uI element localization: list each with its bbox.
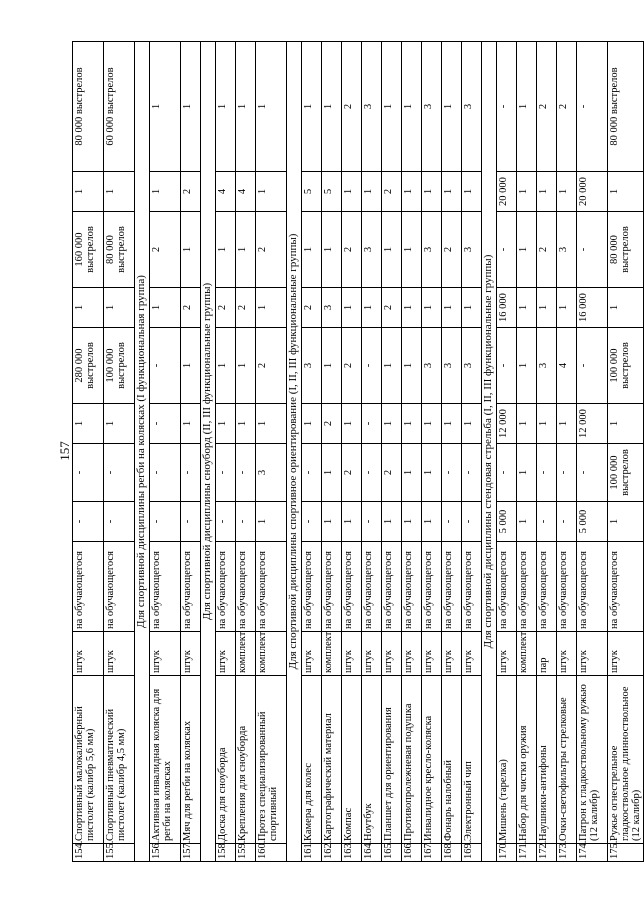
quantity-cell: 1 [181,404,201,444]
service-life-cell: 3 [302,328,322,404]
quantity-cell: 1 [402,172,422,212]
unit-of-measure: комплект [236,632,256,676]
section-header-row [201,42,216,862]
quantity-cell: 1 [422,404,442,444]
quantity-cell: 1 [104,404,135,444]
equipment-name: Очки-светофильтры стрелковые [557,676,577,844]
service-life-cell: 2 [256,212,287,288]
equipment-name: Мяч для регби на колясках [181,676,201,844]
quantity-cell: 1 [537,404,557,444]
quantity-cell: 1 [608,288,644,328]
table-row [236,42,256,862]
row-number: 154. [73,844,104,862]
quantity-cell: 2 [382,172,402,212]
service-life-cell: 100 000 выстрелов [104,328,135,404]
quantity-cell: - [150,404,181,444]
calculation-unit: на обучающегося [497,542,517,632]
quantity-cell: 2 [216,288,236,328]
service-life-cell: 1 [517,212,537,288]
service-life-cell: - [577,328,608,404]
service-life-cell: 3 [537,328,557,404]
calculation-unit: на обучающегося [577,542,608,632]
quantity-cell: 1 [608,404,644,444]
service-life-cell: 1 [302,212,322,288]
quantity-cell: 1 [608,172,644,212]
service-life-cell: - [577,42,608,172]
row-number: 156. [150,844,181,862]
service-life-cell: - [73,444,104,502]
quantity-cell: 1 [608,502,644,542]
equipment-name: Спортивный пневматический пистолет (калибр 4,5 мм) [104,676,135,844]
calculation-unit: на обучающегося [104,542,135,632]
service-life-cell: 1 [216,212,236,288]
quantity-cell: 20 000 [497,172,517,212]
quantity-cell: 1 [342,404,362,444]
service-life-cell: 1 [256,42,287,172]
quantity-cell: 1 [342,172,362,212]
row-number: 160. [256,844,287,862]
service-life-cell: - [216,444,236,502]
service-life-cell: 2 [342,42,362,172]
quantity-cell: 2 [181,172,201,212]
quantity-cell: 20 000 [577,172,608,212]
quantity-cell: 1 [517,288,537,328]
calculation-unit: на обучающегося [462,542,482,632]
unit-of-measure: штук [382,632,402,676]
service-life-cell: 1 [442,42,462,172]
quantity-cell: 1 [462,288,482,328]
quantity-cell: 1 [462,404,482,444]
quantity-cell: 1 [382,404,402,444]
table-row [442,42,462,862]
quantity-cell: 1 [462,172,482,212]
unit-of-measure: штук [104,632,135,676]
section-header: Для спортивной дисциплины регби на колясках (I функциональная группа) [135,42,150,862]
service-life-cell: 80 000 выстрелов [73,42,104,172]
unit-of-measure: штук [497,632,517,676]
quantity-cell: 1 [422,502,442,542]
row-number: 164. [362,844,382,862]
quantity-cell: 1 [517,502,537,542]
service-life-cell: 2 [382,444,402,502]
quantity-cell: 1 [256,288,287,328]
calculation-unit: на обучающегося [181,542,201,632]
calculation-unit: на обучающегося [362,542,382,632]
quantity-cell: 1 [517,172,537,212]
row-number: 159. [236,844,256,862]
service-life-cell: 100 000 выстрелов [608,444,644,502]
service-life-cell: 1 [422,444,442,502]
table-row [256,42,287,862]
service-life-cell: 1 [302,42,322,172]
quantity-cell: 1 [517,404,537,444]
service-life-cell: - [497,42,517,172]
service-life-cell: 1 [517,42,537,172]
calculation-unit: на обучающегося [322,542,342,632]
service-life-cell: 1 [236,212,256,288]
service-life-cell: 2 [150,212,181,288]
quantity-cell: 5 [322,172,342,212]
unit-of-measure: штук [362,632,382,676]
service-life-cell: 1 [181,212,201,288]
quantity-cell: 1 [442,172,462,212]
row-number: 168. [442,844,462,862]
row-number: 171. [517,844,537,862]
row-number: 165. [382,844,402,862]
quantity-cell: 4 [236,172,256,212]
unit-of-measure: штук [302,632,322,676]
service-life-cell: - [150,444,181,502]
service-life-cell: 1 [150,42,181,172]
service-life-cell: 1 [236,42,256,172]
equipment-table-body [73,42,644,862]
quantity-cell: 1 [104,288,135,328]
calculation-unit: на обучающегося [73,542,104,632]
service-life-cell: 1 [402,328,422,404]
service-life-cell: 3 [462,42,482,172]
quantity-cell: - [236,502,256,542]
calculation-unit: на обучающегося [537,542,557,632]
unit-of-measure: штук [402,632,422,676]
quantity-cell: 2 [322,404,342,444]
calculation-unit: на обучающегося [382,542,402,632]
quantity-cell: 1 [402,404,422,444]
service-life-cell: 3 [256,444,287,502]
service-life-cell: 3 [462,328,482,404]
quantity-cell: 3 [322,288,342,328]
service-life-cell: 1 [181,328,201,404]
row-number: 167. [422,844,442,862]
table-row [342,42,362,862]
service-life-cell: 3 [422,212,442,288]
quantity-cell: 1 [422,288,442,328]
service-life-cell: - [497,212,517,288]
calculation-unit: на обучающегося [402,542,422,632]
quantity-cell: 1 [236,404,256,444]
unit-of-measure: штук [422,632,442,676]
service-life-cell: - [497,328,517,404]
section-header-row [482,42,497,862]
quantity-cell: - [150,502,181,542]
section-header: Для спортивной дисциплины спортивное ориентирование (I, II, III функциональные группы) [287,42,302,862]
quantity-cell: 1 [150,288,181,328]
service-life-cell: - [362,328,382,404]
row-number: 172. [537,844,557,862]
calculation-unit: на обучающегося [557,542,577,632]
service-life-cell: 1 [322,212,342,288]
table-row [302,42,322,862]
table-row [402,42,422,862]
service-life-cell: 2 [537,42,557,172]
service-life-cell: - [181,444,201,502]
quantity-cell: 1 [302,404,322,444]
service-life-cell: - [362,444,382,502]
calculation-unit: на обучающегося [302,542,322,632]
service-life-cell: 3 [362,212,382,288]
quantity-cell: - [104,502,135,542]
table-row [150,42,181,862]
unit-of-measure: пар [537,632,557,676]
quantity-cell: 5 [302,172,322,212]
service-life-cell: 1 [402,444,422,502]
page-number: 157 [57,441,72,461]
unit-of-measure: штук [181,632,201,676]
quantity-cell: 1 [342,502,362,542]
equipment-name: Крепления для сноуборда [236,676,256,844]
service-life-cell: 2 [442,212,462,288]
table-row [497,42,517,862]
quantity-cell: - [557,502,577,542]
section-header-row [135,42,150,862]
service-life-cell: 2 [342,212,362,288]
equipment-name: Спортивный малокалиберный пистолет (калибр 5,6 мм) [73,676,104,844]
table-row [422,42,442,862]
quantity-cell: 1 [422,172,442,212]
equipment-name: Компас [342,676,362,844]
quantity-cell: 1 [150,172,181,212]
service-life-cell: 1 [382,328,402,404]
equipment-name: Мишень (тарелка) [497,676,517,844]
quantity-cell: 1 [256,404,287,444]
unit-of-measure: комплект [517,632,537,676]
calculation-unit: на обучающегося [236,542,256,632]
quantity-cell: 5 000 [577,502,608,542]
quantity-cell: 12 000 [497,404,517,444]
equipment-name: Набор для чистки оружия [517,676,537,844]
service-life-cell: 1 [181,42,201,172]
row-number: 174. [577,844,608,862]
unit-of-measure: штук [73,632,104,676]
row-number: 155. [104,844,135,862]
quantity-cell: - [73,502,104,542]
equipment-name: Камера для колес [302,676,322,844]
row-number: 170. [497,844,517,862]
row-number: 173. [557,844,577,862]
quantity-cell: 1 [73,288,104,328]
unit-of-measure: штук [608,632,644,676]
service-life-cell: 1 [322,444,342,502]
service-life-cell: 2 [537,212,557,288]
service-life-cell: - [462,444,482,502]
service-life-cell: - [577,212,608,288]
calculation-unit: на обучающегося [442,542,462,632]
service-life-cell: 4 [557,328,577,404]
quantity-cell: 1 [557,288,577,328]
row-number: 166. [402,844,422,862]
calculation-unit: на обучающегося [342,542,362,632]
row-number: 158. [216,844,236,862]
calculation-unit: на обучающегося [216,542,236,632]
quantity-cell: 1 [256,172,287,212]
service-life-cell: - [537,444,557,502]
equipment-name: Инвалидное кресло-коляска [422,676,442,844]
quantity-cell: 1 [73,172,104,212]
service-life-cell: 1 [402,42,422,172]
table-row [608,42,644,862]
row-number: 162. [322,844,342,862]
quantity-cell: 1 [537,172,557,212]
quantity-cell: 1 [537,288,557,328]
service-life-cell: - [577,444,608,502]
unit-of-measure: штук [462,632,482,676]
unit-of-measure: комплект [322,632,342,676]
quantity-cell: 2 [236,288,256,328]
quantity-cell: 1 [442,404,462,444]
equipment-name: Электронный чип [462,676,482,844]
quantity-cell: 1 [73,404,104,444]
unit-of-measure: штук [150,632,181,676]
service-life-cell: 3 [422,328,442,404]
quantity-cell: 1 [362,172,382,212]
row-number: 163. [342,844,362,862]
quantity-cell: 5 000 [497,502,517,542]
service-life-cell: - [442,444,462,502]
equipment-name: Планшет для ориентирования [382,676,402,844]
unit-of-measure: штук [557,632,577,676]
quantity-cell: - [181,502,201,542]
service-life-cell: 1 [517,444,537,502]
quantity-cell: 16 000 [577,288,608,328]
calculation-unit: на обучающегося [256,542,287,632]
quantity-cell: - [216,502,236,542]
table-row [557,42,577,862]
unit-of-measure: штук [342,632,362,676]
unit-of-measure: штук [577,632,608,676]
quantity-cell: 2 [181,288,201,328]
equipment-name: Протез специализированный спортивный [256,676,287,844]
service-life-cell: 160 000 выстрелов [73,212,104,288]
service-life-cell: 2 [342,328,362,404]
section-header: Для спортивной дисциплины сноуборд (II, III функциональные группы) [201,42,216,862]
quantity-cell: 1 [402,502,422,542]
table-row [382,42,402,862]
quantity-cell: 2 [382,288,402,328]
service-life-cell: 60 000 выстрелов [104,42,135,172]
row-number: 169. [462,844,482,862]
table-row [577,42,608,862]
unit-of-measure: комплект [256,632,287,676]
table-row [517,42,537,862]
quantity-cell: 1 [342,288,362,328]
equipment-name: Патрон к гладкоствольному ружью (12 калибр) [577,676,608,844]
calculation-unit: на обучающегося [422,542,442,632]
quantity-cell: 2 [302,288,322,328]
quantity-cell: 12 000 [577,404,608,444]
service-life-cell: 2 [342,444,362,502]
quantity-cell: - [537,502,557,542]
quantity-cell: 1 [402,288,422,328]
service-life-cell: 1 [382,212,402,288]
quantity-cell: - [362,502,382,542]
equipment-name: Доска для сноуборда [216,676,236,844]
service-life-cell: 80 000 выстрелов [608,42,644,172]
equipment-name: Наушники-антифоны [537,676,557,844]
table-row [362,42,382,862]
table-row [181,42,201,862]
equipment-name: Фонарь налобный [442,676,462,844]
unit-of-measure: штук [216,632,236,676]
service-life-cell: 1 [517,328,537,404]
quantity-cell: 4 [216,172,236,212]
equipment-name: Противопролежневая подушка [402,676,422,844]
row-number: 157. [181,844,201,862]
quantity-cell: 16 000 [497,288,517,328]
quantity-cell: 1 [256,502,287,542]
service-life-cell: 2 [557,42,577,172]
equipment-name: Картографический материал [322,676,342,844]
quantity-cell: 1 [104,172,135,212]
calculation-unit: на обучающегося [150,542,181,632]
table-row [104,42,135,862]
quantity-cell: 1 [216,404,236,444]
service-life-cell: - [302,444,322,502]
quantity-cell: - [362,404,382,444]
service-life-cell: 1 [402,212,422,288]
calculation-unit: на обучающегося [517,542,537,632]
row-number: 161. [302,844,322,862]
section-header-row [287,42,302,862]
equipment-name: Активная инвалидная коляска для регби на колясках [150,676,181,844]
service-life-cell: 100 000 выстрелов [608,328,644,404]
service-life-cell: 1 [322,328,342,404]
unit-of-measure: штук [442,632,462,676]
service-life-cell: 1 [382,42,402,172]
quantity-cell: 1 [362,288,382,328]
quantity-cell: 1 [442,288,462,328]
service-life-cell: - [150,328,181,404]
quantity-cell: 1 [322,502,342,542]
quantity-cell: 1 [557,172,577,212]
service-life-cell: - [557,444,577,502]
service-life-cell: - [104,444,135,502]
service-life-cell: 3 [442,328,462,404]
equipment-name: Ноутбук [362,676,382,844]
table-row [216,42,236,862]
service-life-cell: 2 [256,328,287,404]
section-header: Для спортивной дисциплины стендовая стрельба (I, II, III функциональные группы) [482,42,497,862]
equipment-table [72,41,644,862]
service-life-cell: 3 [462,212,482,288]
service-life-cell: - [236,444,256,502]
rotated-table-container [72,42,642,862]
service-life-cell: 3 [557,212,577,288]
equipment-name: Ружье огнестрельное гладкоствольное длинноствольное (12 калибр) [608,676,644,844]
quantity-cell: 1 [382,502,402,542]
service-life-cell: 280 000 выстрелов [73,328,104,404]
calculation-unit: на обучающегося [608,542,644,632]
table-row [322,42,342,862]
service-life-cell: 1 [322,42,342,172]
service-life-cell: 80 000 выстрелов [608,212,644,288]
service-life-cell: 1 [236,328,256,404]
quantity-cell: - [302,502,322,542]
service-life-cell: 1 [216,328,236,404]
row-number: 175. [608,844,644,862]
table-row [73,42,104,862]
service-life-cell: 3 [362,42,382,172]
service-life-cell: 80 000 выстрелов [104,212,135,288]
table-row [537,42,557,862]
quantity-cell: 1 [557,404,577,444]
service-life-cell: - [497,444,517,502]
table-row [462,42,482,862]
quantity-cell: - [462,502,482,542]
service-life-cell: 1 [216,42,236,172]
service-life-cell: 3 [422,42,442,172]
quantity-cell: - [442,502,462,542]
